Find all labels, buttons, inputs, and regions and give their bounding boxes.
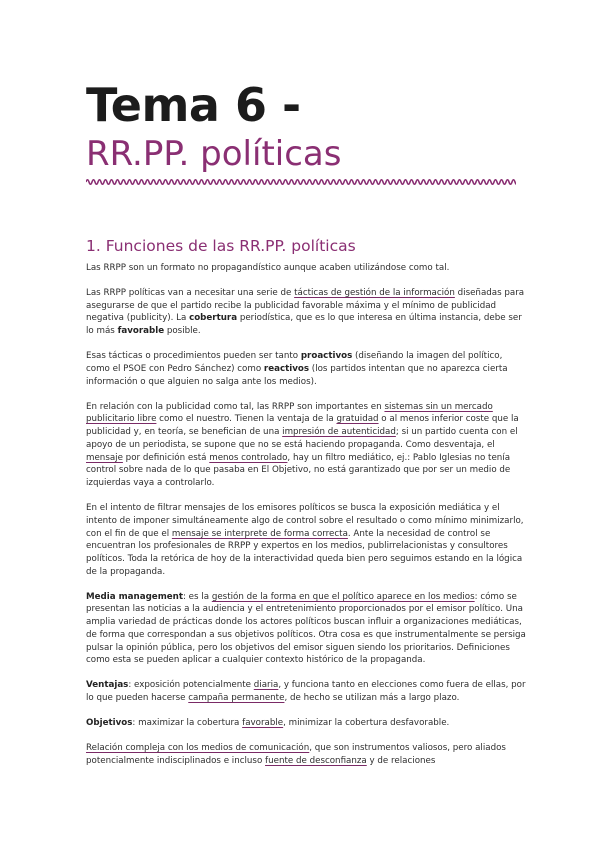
- text-run: como el nuestro. Tienen la ventaja de la: [156, 414, 337, 425]
- text-run: : maximizar la cobertura: [132, 718, 243, 729]
- paragraph-7: [86, 679, 526, 705]
- underlined-phrase: diaria: [253, 680, 279, 691]
- paragraph-3: [86, 350, 526, 388]
- bold-term: Ventajas: [86, 680, 129, 691]
- underlined-phrase: fuente de desconfianza: [265, 755, 367, 766]
- underlined-phrase: mensaje se interprete de forma correcta: [171, 528, 348, 539]
- paragraph-9: [86, 742, 526, 768]
- text-run: , que son instrumentos valiosos, pero aliados potencialmente indisciplinados e incluso: [86, 743, 506, 766]
- document-subtitle: RR.PP. políticas: [86, 134, 342, 174]
- paragraph-2: [86, 287, 526, 338]
- underlined-phrase: menos controlado: [209, 452, 288, 463]
- paragraph-8: [86, 717, 526, 730]
- underlined-phrase: mensaje: [86, 452, 123, 463]
- underlined-phrase: favorable: [242, 718, 284, 729]
- underlined-phrase: tácticas de gestión de la información: [294, 287, 455, 298]
- text-run: o al menos inferior coste que la publicidad y, en teoría, se benefician de una: [86, 414, 519, 438]
- bold-term: proactivos: [300, 351, 353, 362]
- text-run: (los partidos intentan que no aparezca cierta información o que alguien no salga ante los medios).: [86, 363, 508, 387]
- text-run: : es la: [182, 591, 212, 602]
- bold-term: reactivos: [263, 363, 310, 374]
- text-run: Las RRPP son un formato no propagandístico aunque acaben utilizándose como tal.: [86, 263, 450, 273]
- body-text: [86, 262, 526, 780]
- text-run: , de hecho se utilizan más a largo plazo.: [284, 693, 460, 704]
- text-run: periodística, que es lo que interesa en última instancia, debe ser lo más: [86, 313, 522, 337]
- text-run: posible.: [164, 326, 201, 337]
- underlined-phrase: campaña permanente: [188, 693, 285, 704]
- text-run: , hay un filtro mediático, ej.: Pablo Iglesias no tenía control sobre nada de lo que pasaba en El Objetivo, no está garantizado que por ser un medio de izquierdas vaya a controlarlo.: [86, 452, 511, 489]
- paragraph-6: [86, 591, 526, 668]
- paragraph-1: [86, 262, 526, 275]
- paragraph-5: [86, 502, 526, 579]
- bold-term: favorable: [117, 326, 165, 337]
- text-run: ; si un partido cuenta con el apoyo de un periodista, se supone que no se está haciendo propaganda. Como desventaja, el: [86, 427, 518, 450]
- text-run: diseñadas para asegurarse de que el partido recibe la publicidad favorable máxima y el mínimo de publicidad negativa (publicity). La: [86, 287, 525, 324]
- text-run: , minimizar la cobertura desfavorable.: [283, 718, 450, 729]
- text-run: (diseñando la imagen del político, como el PSOE con Pedro Sánchez) como: [86, 351, 503, 374]
- text-run: por definición está: [122, 452, 210, 463]
- text-run: : cómo se presentan las noticias a la audiencia y el entretenimiento proporcionados por el emisor político. Una amplia variedad de prácticas donde los actores políticos buscan influir a organizaciones mediáticas, de forma que correspondan a sus objetivos políticos. Otra cosa es que instrumentalmente se persiga pulsar la opinión pública, pero los objetivos del emisor siguen siendo los prioritarios. Definiciones como esta se pueden aplicar a cualquier contexto histórico de la propaganda.: [86, 591, 526, 666]
- underlined-phrase: sistemas sin un mercado publicitario libre: [86, 401, 493, 425]
- text-run: Esas tácticas o procedimientos pueden ser tanto: [86, 351, 301, 362]
- text-run: y de relaciones: [366, 755, 436, 766]
- text-run: En el intento de filtrar mensajes de los emisores políticos se busca la exposición mediática y el intento de imponer simultáneamente algo de control sobre el resultado o como mínimo minimizarlo, con el fin de que el: [86, 503, 524, 539]
- wavy-divider: [86, 176, 516, 188]
- text-run: : exposición potencialmente: [128, 680, 254, 691]
- bold-term: Media management: [86, 591, 183, 602]
- underlined-phrase: gratuidad: [336, 414, 379, 425]
- text-run: , y funciona tanto en elecciones como fuera de ellas, por lo que pueden hacerse: [86, 680, 526, 704]
- paragraph-4: [86, 401, 526, 490]
- document-title: Tema 6 -: [86, 78, 301, 132]
- section-heading: 1. Funciones de las RR.PP. políticas: [86, 237, 356, 255]
- text-run: En relación con la publicidad como tal, las RRPP son importantes en: [86, 401, 385, 412]
- underlined-phrase: impresión de autenticidad: [282, 427, 396, 438]
- text-run: . Ante la necesidad de control se encuentran los profesionales de RRPP y expertos en los medios, publirrelacionistas y consultores políticos. Toda la retórica de hoy de la interactividad queda bien pero seguimos estando en la lógica de la propaganda.: [86, 528, 523, 577]
- underlined-phrase: gestión de la forma en que el político aparece en los medios: [211, 591, 475, 602]
- underlined-phrase: Relación compleja con los medios de comunicación: [86, 743, 310, 753]
- bold-term: cobertura: [189, 313, 238, 324]
- bold-term: Objetivos: [86, 718, 133, 729]
- text-run: Las RRPP políticas van a necesitar una serie de: [86, 287, 295, 298]
